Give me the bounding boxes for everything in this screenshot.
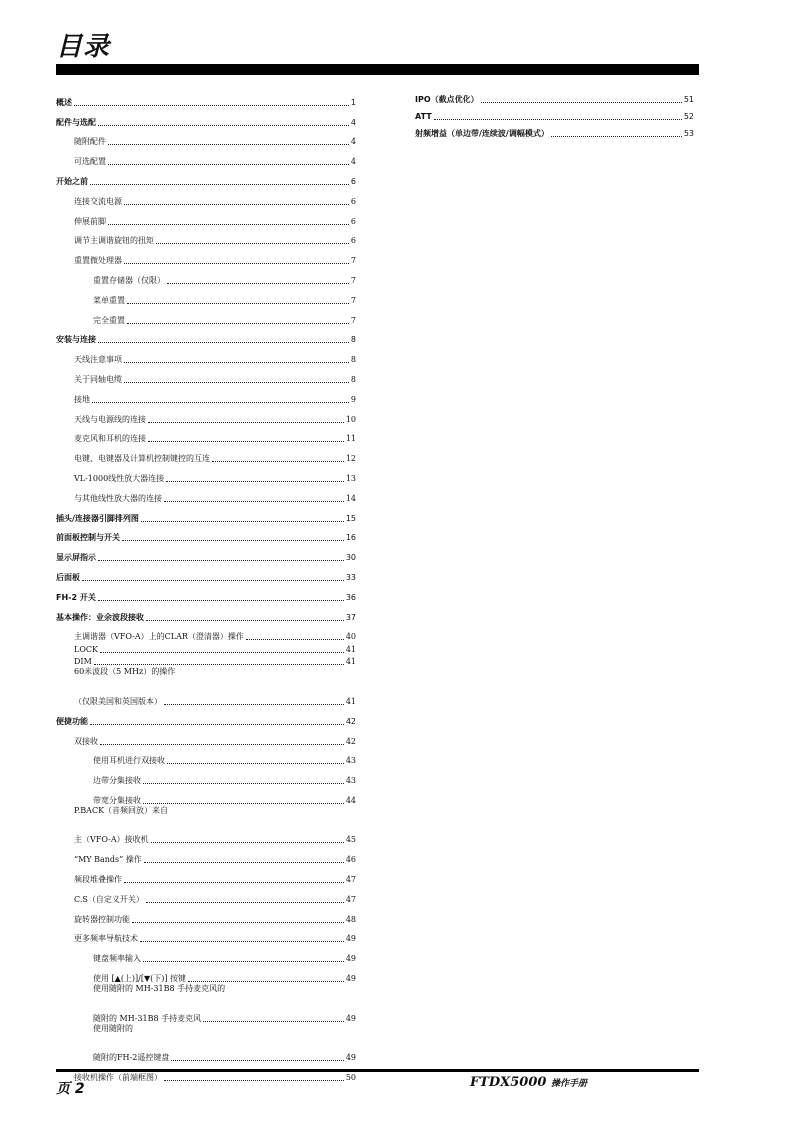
toc-entry-title: 使用耳机进行双接收: [93, 756, 165, 766]
toc-entry[interactable]: [56, 885, 356, 905]
toc-dot-leader: [108, 144, 349, 145]
toc-dot-leader: [98, 342, 349, 343]
toc-entry[interactable]: [56, 623, 356, 643]
toc-entry[interactable]: [56, 484, 356, 504]
toc-entry[interactable]: [56, 266, 356, 286]
toc-entry[interactable]: [56, 655, 356, 668]
toc-entry-page: 8: [350, 355, 356, 365]
toc-entry-title: 边带分集接收: [93, 776, 141, 786]
toc-entry-title: 菜单重置: [93, 295, 125, 305]
toc-dot-leader: [122, 540, 344, 541]
toc-entry-title: 连接交流电源: [74, 196, 122, 206]
toc-dot-leader: [90, 724, 344, 725]
toc-dot-leader: [188, 981, 344, 982]
toc-entry-page: 49: [345, 954, 356, 964]
toc-entry[interactable]: [56, 306, 356, 326]
toc-dot-leader: [164, 1080, 344, 1081]
toc-entry-title: 关于同轴电缆: [74, 374, 122, 384]
toc-entry-title: ATT: [415, 112, 432, 121]
toc-entry[interactable]: [56, 667, 356, 687]
toc-dot-leader: [164, 501, 344, 502]
toc-entry-title: IPO（截点优化）: [415, 95, 479, 104]
toc-entry[interactable]: [56, 246, 356, 266]
toc-entry-page: 45: [345, 835, 356, 845]
toc-entry[interactable]: [56, 504, 356, 524]
toc-entry[interactable]: [56, 865, 356, 885]
toc-entry[interactable]: [56, 464, 356, 484]
toc-entry-title: 与其他线性放大器的连接: [74, 493, 162, 503]
toc-entry-page: 46: [345, 855, 356, 865]
toc-dot-leader: [143, 803, 344, 804]
title-rule: [56, 64, 699, 75]
toc-entry-title: 电键、电键器及计算机控制键控的互连: [74, 454, 210, 464]
toc-entry-page: 10: [345, 414, 356, 424]
toc-entry-page: 49: [345, 934, 356, 944]
toc-dot-leader: [156, 243, 349, 244]
toc-dot-leader: [144, 862, 344, 863]
toc-entry[interactable]: [56, 786, 356, 806]
toc-entry-page: 12: [345, 454, 356, 464]
toc-entry-title: 带宽分集接收: [93, 795, 141, 805]
toc-entry[interactable]: [56, 1063, 356, 1083]
toc-entry-title: 调节主调谐旋钮的扭矩: [74, 236, 154, 246]
toc-entry-title: 接收机操作（前端框图）: [74, 1073, 162, 1083]
toc-entry-title: 插头/连接器引脚排列图: [56, 513, 139, 523]
toc-entry[interactable]: [56, 425, 356, 445]
toc-dot-leader: [124, 263, 349, 264]
toc-dot-leader: [143, 783, 344, 784]
toc-entry-title: P.BACK（音频回放）来自: [74, 805, 169, 815]
toc-entry[interactable]: [56, 1024, 356, 1044]
toc-dot-leader: [127, 323, 349, 324]
toc-entry-title: 60米波段（5 MHz）的操作: [74, 667, 176, 677]
toc-dot-leader: [148, 422, 344, 423]
toc-entry-page: 37: [345, 612, 356, 622]
toc-entry-title: 频段堆叠操作: [74, 875, 122, 885]
toc-entry-title: 麦克风和耳机的连接: [74, 434, 146, 444]
toc-dot-leader: [124, 882, 344, 883]
toc-dot-leader: [171, 1060, 343, 1061]
toc-dot-leader: [98, 600, 344, 601]
toc-dot-leader: [82, 580, 344, 581]
toc-entry-title: 基本操作：业余波段接收: [56, 612, 144, 622]
toc-entry-title: 接地: [74, 394, 90, 404]
toc-entry[interactable]: [56, 524, 356, 544]
toc-entry-title: “MY Bands” 操作: [74, 855, 142, 865]
toc-entry[interactable]: [56, 925, 356, 945]
toc-entry[interactable]: [56, 444, 356, 464]
toc-entry[interactable]: [56, 766, 356, 786]
toc-entry-title: 重置微处理器: [74, 256, 122, 266]
toc-entry-title: 便捷功能: [56, 716, 88, 726]
toc-entry-page: 36: [345, 592, 356, 602]
toc-entry-title: 重置存储器（仅限）: [93, 275, 165, 285]
page-title: 目录: [56, 32, 111, 62]
toc-entry-title: FH-2 开关: [56, 592, 96, 602]
toc-entry[interactable]: [56, 826, 356, 846]
toc-entry-page: 42: [345, 716, 356, 726]
toc-entry-title: 安装与连接: [56, 335, 96, 345]
toc-dot-leader: [100, 652, 344, 653]
toc-entry-title: 随附的 MH-31B8 手持麦克风: [93, 1013, 202, 1023]
toc-entry-page: 41: [345, 696, 356, 706]
toc-dot-leader: [143, 961, 344, 962]
toc-entry[interactable]: [56, 128, 356, 148]
toc-entry-page: 33: [345, 572, 356, 582]
toc-entry-page: 44: [345, 795, 356, 805]
toc-dot-leader: [124, 362, 349, 363]
toc-entry-page: 42: [345, 736, 356, 746]
toc-entry-page: 8: [350, 335, 356, 345]
toc-entry[interactable]: [56, 583, 356, 603]
toc-entry[interactable]: [415, 122, 694, 139]
toc-entry-page: 41: [345, 644, 356, 654]
toc-entry-page: 48: [345, 914, 356, 924]
toc-entry-page: 1: [350, 97, 356, 107]
toc-entry-page: 43: [345, 756, 356, 766]
toc-dot-leader: [124, 204, 349, 205]
toc-entry-page: 7: [350, 315, 356, 325]
toc-dot-leader: [166, 481, 344, 482]
toc-entry-title: 天线与电源线的连接: [74, 414, 146, 424]
toc-entry-page: 7: [350, 256, 356, 266]
toc-entry-title: LOCK: [74, 644, 98, 654]
toc-right-column: [415, 88, 694, 139]
footer-rule: [56, 1069, 699, 1072]
toc-entry[interactable]: [415, 88, 694, 105]
toc-entry-page: 6: [350, 236, 356, 246]
toc-entry-page: 11: [345, 434, 356, 444]
toc-entry[interactable]: [56, 227, 356, 247]
toc-entry-title: DIM: [74, 657, 92, 667]
toc-entry-page: 4: [350, 157, 356, 167]
toc-entry-page: 6: [350, 196, 356, 206]
toc-dot-leader: [151, 842, 344, 843]
toc-entry[interactable]: [56, 365, 356, 385]
toc-entry-title: 随附配件: [74, 137, 106, 147]
toc-entry[interactable]: [56, 207, 356, 227]
toc-entry-title: VL-1000线性放大器连接: [74, 473, 165, 483]
toc-dot-leader: [167, 763, 344, 764]
toc-dot-leader: [434, 119, 682, 120]
toc-entry-page: 13: [345, 473, 356, 483]
toc-entry[interactable]: [56, 964, 356, 984]
toc-dot-leader: [108, 164, 349, 165]
toc-entry-page: 6: [350, 216, 356, 226]
page-number: 页 2: [56, 1081, 85, 1097]
toc-entry-title: 使用 [▲(上)]/[▼(下)] 按键: [93, 974, 187, 984]
toc-entry-page: 7: [350, 275, 356, 285]
toc-entry-title: 主（VFO-A）接收机: [74, 835, 149, 845]
manual-model: FTDX5000: [470, 1075, 547, 1090]
toc-dot-leader: [146, 902, 344, 903]
manual-title: [470, 1075, 587, 1090]
toc-entry-page: 53: [683, 129, 694, 138]
toc-entry-page: 49: [345, 974, 356, 984]
toc-entry-page: 50: [345, 1073, 356, 1083]
toc-entry[interactable]: [56, 707, 356, 727]
toc-entry[interactable]: [56, 286, 356, 306]
toc-dot-leader: [164, 704, 344, 705]
toc-entry-page: 47: [345, 875, 356, 885]
toc-entry-title: 随附的FH-2遥控键盘: [93, 1053, 170, 1063]
toc-entry-page: 41: [345, 657, 356, 667]
toc-dot-leader: [132, 922, 344, 923]
toc-dot-leader: [74, 105, 349, 106]
toc-entry[interactable]: [56, 345, 356, 365]
toc-entry-page: 52: [683, 112, 694, 121]
toc-entry[interactable]: [56, 727, 356, 747]
toc-dot-leader: [146, 620, 344, 621]
toc-entry[interactable]: [56, 1004, 356, 1024]
toc-entry-title: 旋转器控制功能: [74, 914, 130, 924]
toc-dot-leader: [127, 303, 349, 304]
toc-entry-page: 16: [345, 533, 356, 543]
toc-dot-leader: [90, 184, 349, 185]
toc-entry[interactable]: [56, 642, 356, 655]
toc-dot-leader: [203, 1021, 344, 1022]
manual-suffix: 操作手册: [550, 1079, 587, 1089]
toc-entry[interactable]: [56, 1043, 356, 1063]
toc-entry[interactable]: [56, 747, 356, 767]
toc-entry-title: C.S（自定义开关）: [74, 894, 144, 904]
toc-entry-page: 43: [345, 776, 356, 786]
toc-dot-leader: [246, 639, 344, 640]
toc-dot-leader: [140, 941, 344, 942]
toc-entry-page: 49: [345, 1013, 356, 1023]
toc-dot-leader: [92, 402, 349, 403]
toc-entry-title: 开始之前: [56, 176, 88, 186]
toc-entry[interactable]: [56, 147, 356, 167]
toc-entry-title: 完全重置: [93, 315, 125, 325]
toc-entry-title: 可选配置: [74, 157, 106, 167]
toc-entry-page: 30: [345, 553, 356, 563]
toc-entry-title: 使用随附的 MH-31B8 手持麦克风的: [93, 984, 226, 994]
toc-entry-title: 概述: [56, 97, 72, 107]
toc-entry[interactable]: [56, 108, 356, 128]
toc-entry[interactable]: [56, 167, 356, 187]
toc-entry-title: 键盘频率输入: [93, 954, 141, 964]
toc-entry-title: 主调谐器（VFO-A）上的CLAR（澄清器）操作: [74, 632, 244, 642]
toc-entry-page: 8: [350, 374, 356, 384]
toc-entry[interactable]: [56, 806, 356, 826]
toc-entry[interactable]: [56, 405, 356, 425]
toc-entry[interactable]: [56, 187, 356, 207]
toc-entry[interactable]: [415, 105, 694, 122]
toc-entry-title: 前面板控制与开关: [56, 533, 120, 543]
toc-entry-title: 更多频率导航技术: [74, 934, 138, 944]
toc-entry-title: 显示屏指示: [56, 553, 96, 563]
toc-entry-page: 14: [345, 493, 356, 503]
toc-entry-title: 使用随附的: [93, 1023, 133, 1033]
toc-entry-page: 51: [683, 95, 694, 104]
toc-entry[interactable]: [56, 563, 356, 583]
toc-entry[interactable]: [56, 845, 356, 865]
toc-dot-leader: [212, 461, 344, 462]
toc-entry-page: 15: [345, 513, 356, 523]
toc-entry[interactable]: [56, 905, 356, 925]
toc-left-column: [56, 88, 356, 1083]
toc-entry[interactable]: [56, 326, 356, 346]
toc-entry-page: 47: [345, 894, 356, 904]
toc-entry-page: 4: [350, 137, 356, 147]
toc-entry-title: 后面板: [56, 572, 80, 582]
toc-entry[interactable]: [56, 88, 356, 108]
toc-dot-leader: [100, 744, 344, 745]
toc-entry-title: 双接收: [74, 736, 98, 746]
toc-dot-leader: [108, 224, 349, 225]
toc-entry-title: 天线注意事项: [74, 355, 122, 365]
toc-entry-title: 配件与选配: [56, 117, 96, 127]
toc-dot-leader: [141, 521, 344, 522]
toc-entry-page: 4: [350, 117, 356, 127]
toc-entry-title: 伸展前脚: [74, 216, 106, 226]
toc-entry[interactable]: [56, 687, 356, 707]
toc-entry[interactable]: [56, 944, 356, 964]
toc-dot-leader: [124, 382, 349, 383]
toc-entry-page: 6: [350, 176, 356, 186]
toc-entry[interactable]: [56, 385, 356, 405]
toc-dot-leader: [167, 283, 349, 284]
toc-entry-page: 9: [350, 394, 356, 404]
toc-dot-leader: [98, 560, 344, 561]
toc-entry-page: 49: [345, 1053, 356, 1063]
toc-entry[interactable]: [56, 603, 356, 623]
toc-entry-title: 射频增益（单边带/连续波/调幅模式）: [415, 129, 549, 138]
toc-dot-leader: [148, 441, 344, 442]
toc-dot-leader: [481, 102, 682, 103]
toc-dot-leader: [94, 664, 344, 665]
toc-dot-leader: [98, 125, 349, 126]
toc-entry-page: 40: [345, 632, 356, 642]
toc-entry[interactable]: [56, 984, 356, 1004]
toc-entry-page: 7: [350, 295, 356, 305]
toc-entry[interactable]: [56, 543, 356, 563]
toc-entry-title: （仅限美国和英国版本）: [74, 696, 162, 706]
toc-dot-leader: [551, 136, 682, 137]
